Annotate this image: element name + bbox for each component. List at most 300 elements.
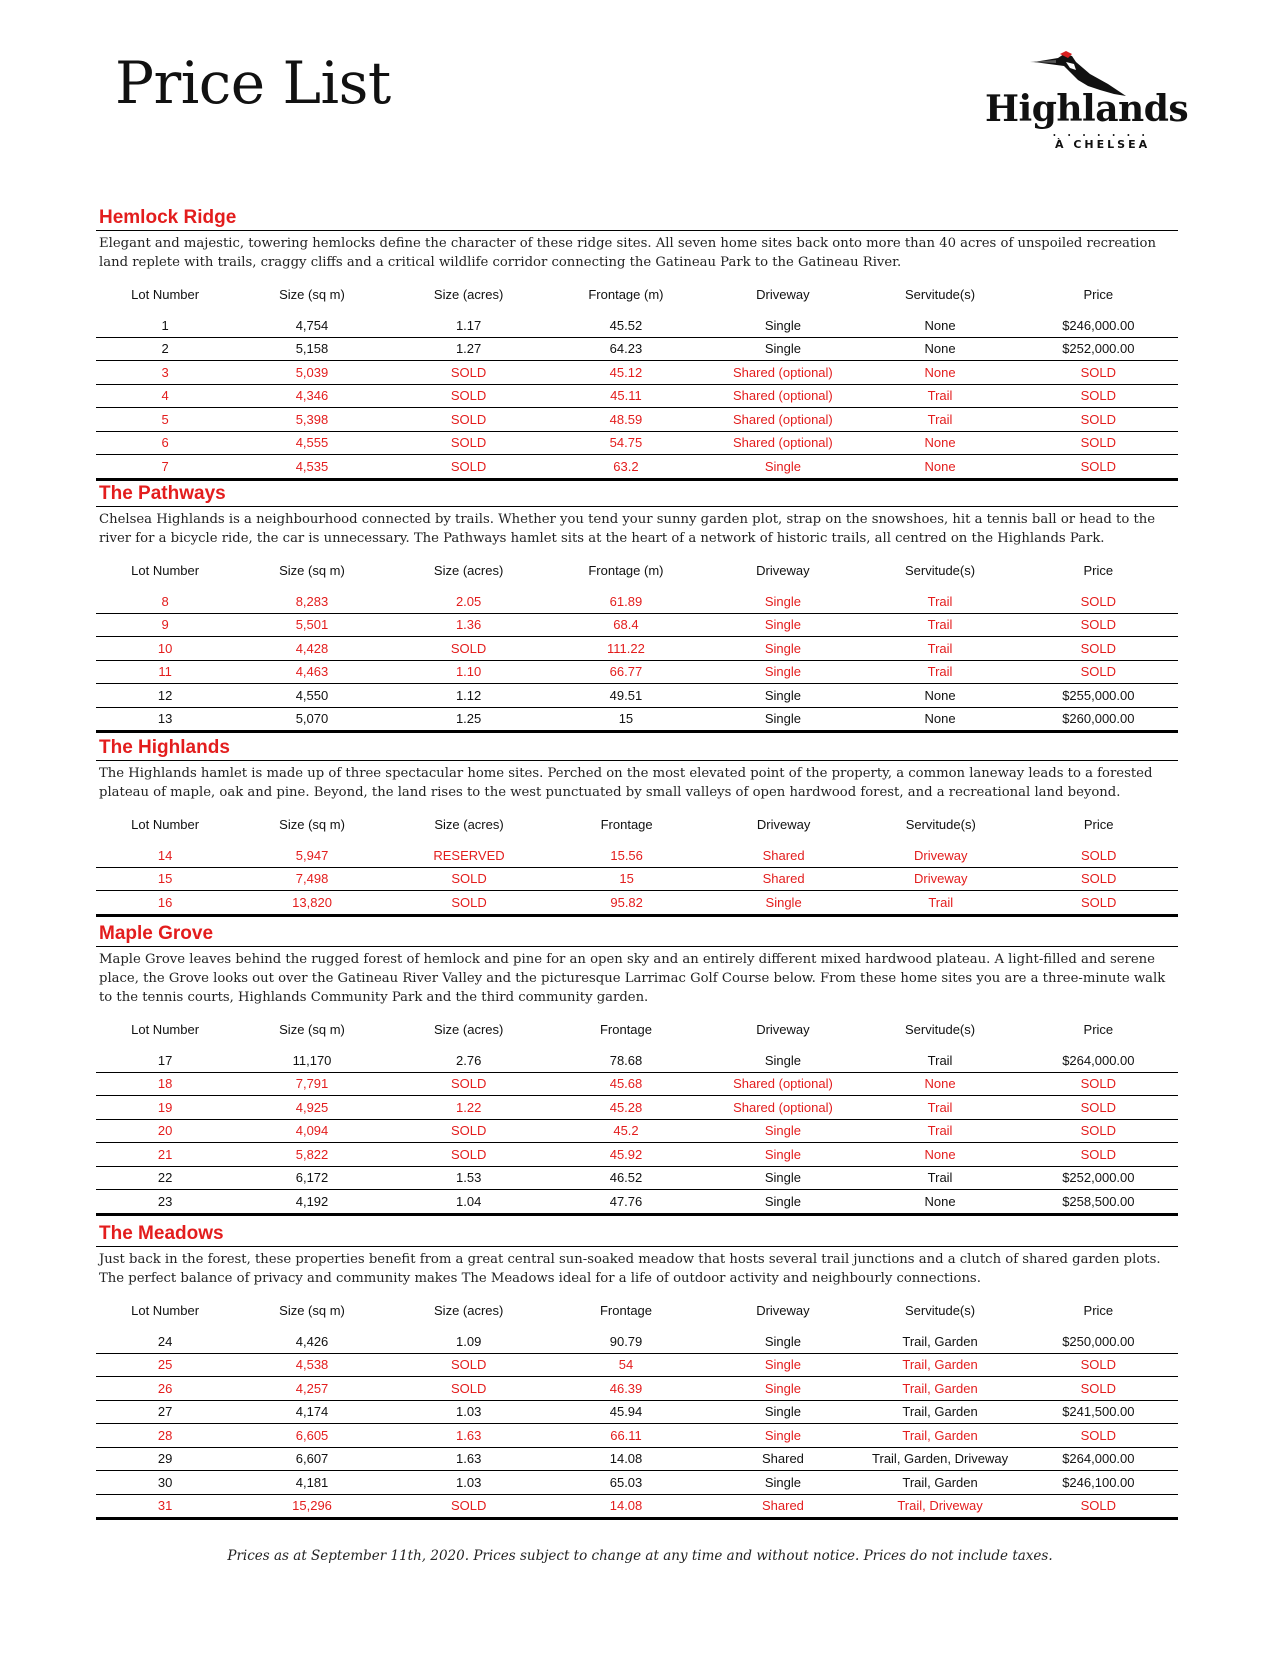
- col-lot-number: Lot Number: [131, 1022, 200, 1037]
- table-row: [96, 408, 1178, 432]
- table-row: [96, 361, 1178, 385]
- cell-servitudes: Trail: [861, 1049, 1018, 1072]
- cell-servitudes: Trail, Garden: [861, 1353, 1018, 1377]
- cell-driveway: Single: [704, 1166, 861, 1190]
- cell-size-sqm: 5,070: [234, 707, 390, 732]
- cell-driveway: Single: [704, 660, 861, 684]
- cell-servitudes: None: [861, 314, 1018, 337]
- section-the-meadows: [96, 1222, 1178, 1520]
- table-row: [96, 660, 1178, 684]
- cell-frontage: 78.68: [548, 1049, 705, 1072]
- cell-frontage: 14.08: [548, 1447, 705, 1471]
- cell-driveway: Single: [704, 1424, 861, 1448]
- cell-frontage: 45.2: [548, 1119, 705, 1143]
- cell-size-sqm: 4,181: [234, 1471, 390, 1495]
- cell-size-acres: SOLD: [390, 637, 548, 661]
- cell-servitudes: Trail, Driveway: [861, 1494, 1018, 1519]
- cell-size-sqm: 4,426: [234, 1330, 390, 1353]
- cell-price: SOLD: [1019, 455, 1178, 480]
- table-row: [96, 1377, 1178, 1401]
- cell-frontage: 48.59: [547, 408, 704, 432]
- cell-size-sqm: 4,257: [234, 1377, 390, 1401]
- cell-driveway: Single: [704, 1330, 861, 1353]
- cell-servitudes: Driveway: [862, 844, 1019, 867]
- cell-frontage: 15.56: [548, 844, 705, 867]
- cell-size-acres: 1.63: [390, 1424, 548, 1448]
- cell-size-acres: 1.04: [390, 1190, 548, 1215]
- col-servitudes: Servitude(s): [904, 563, 976, 578]
- col-price: Price: [1083, 1022, 1114, 1037]
- lot-table: [96, 562, 1178, 733]
- cell-size-sqm: 13,820: [234, 891, 390, 916]
- cell-size-sqm: 4,555: [234, 431, 390, 455]
- cell-driveway: Single: [704, 1353, 861, 1377]
- section-description: Chelsea Highlands is a neighbourhood connected by trails. Whether you tend your sunny garden plot, strap on the snowshoes, hit a tennis ball or head to the river for a bicycle ride, the car is unnecessary. The Pathways hamlet sits at the heart of a network of historic trails, all centred on the Highlands Park.: [99, 512, 1156, 546]
- cell-size-acres: 1.03: [390, 1471, 548, 1495]
- cell-frontage: 49.51: [547, 684, 704, 708]
- footer-disclaimer: Prices as at September 11th, 2020. Prices subject to change at any time and without notice. Prices do not include taxes.: [227, 1548, 1053, 1564]
- cell-price: $246,000.00: [1019, 314, 1178, 337]
- table-row: [96, 337, 1178, 361]
- cell-price: SOLD: [1019, 590, 1178, 613]
- col-servitudes: Servitude(s): [904, 287, 976, 302]
- table-row: [96, 1190, 1178, 1215]
- cell-lot-number: 4: [96, 384, 234, 408]
- cell-servitudes: Trail: [861, 590, 1018, 613]
- col-driveway: Driveway: [756, 1022, 810, 1037]
- cell-size-acres: SOLD: [390, 408, 548, 432]
- section-title: The Pathways: [96, 482, 1178, 507]
- cell-servitudes: Driveway: [862, 867, 1019, 891]
- cell-frontage: 45.11: [547, 384, 704, 408]
- cell-servitudes: Trail, Garden, Driveway: [861, 1447, 1018, 1471]
- cell-frontage: 111.22: [547, 637, 704, 661]
- cell-size-sqm: 6,605: [234, 1424, 390, 1448]
- section-title: The Meadows: [96, 1222, 1178, 1247]
- cell-price: SOLD: [1019, 1143, 1178, 1167]
- col-size-sqm: Size (sq m): [279, 287, 345, 302]
- cell-lot-number: 2: [96, 337, 234, 361]
- cell-lot-number: 27: [96, 1400, 234, 1424]
- cell-price: $264,000.00: [1019, 1049, 1178, 1072]
- cell-frontage: 95.82: [548, 891, 705, 916]
- table-row: [96, 384, 1178, 408]
- cell-size-acres: 2.76: [390, 1049, 548, 1072]
- cell-size-sqm: 7,791: [234, 1072, 390, 1096]
- cell-lot-number: 13: [96, 707, 234, 732]
- cell-lot-number: 8: [96, 590, 234, 613]
- cell-size-sqm: 4,192: [234, 1190, 390, 1215]
- cell-size-sqm: 8,283: [234, 590, 390, 613]
- cell-driveway: Single: [704, 1377, 861, 1401]
- table-row: [96, 1400, 1178, 1424]
- cell-frontage: 47.76: [548, 1190, 705, 1215]
- cell-servitudes: None: [861, 684, 1018, 708]
- cell-size-acres: SOLD: [390, 1072, 548, 1096]
- cell-servitudes: None: [861, 361, 1018, 385]
- section-the-highlands: [96, 736, 1178, 917]
- cell-servitudes: Trail: [861, 660, 1018, 684]
- cell-servitudes: Trail: [861, 1166, 1018, 1190]
- cell-size-acres: 1.36: [390, 613, 548, 637]
- cell-driveway: Shared: [705, 867, 862, 891]
- section-maple-grove: [96, 922, 1178, 1216]
- table-row: [96, 1166, 1178, 1190]
- col-driveway: Driveway: [756, 1303, 810, 1318]
- cell-price: SOLD: [1019, 660, 1178, 684]
- table-row: [96, 1049, 1178, 1072]
- cell-frontage: 68.4: [547, 613, 704, 637]
- cell-driveway: Single: [704, 590, 861, 613]
- table-row: [96, 1424, 1178, 1448]
- logo-subtitle: À CHELSEA: [1055, 138, 1151, 151]
- cell-size-sqm: 5,501: [234, 613, 390, 637]
- cell-frontage: 61.89: [547, 590, 704, 613]
- cell-servitudes: Trail: [861, 408, 1018, 432]
- cell-size-sqm: 5,822: [234, 1143, 390, 1167]
- col-servitudes: Servitude(s): [905, 1022, 976, 1037]
- table-row: [96, 1330, 1178, 1353]
- cell-price: $258,500.00: [1019, 1190, 1178, 1215]
- table-row: [96, 1119, 1178, 1143]
- table-header-row: [96, 562, 1178, 590]
- cell-size-acres: 1.63: [390, 1447, 548, 1471]
- cell-driveway: Shared (optional): [704, 431, 861, 455]
- cell-size-acres: 1.22: [390, 1096, 548, 1120]
- cell-price: SOLD: [1019, 867, 1178, 891]
- table-row: [96, 1072, 1178, 1096]
- col-lot-number: Lot Number: [131, 817, 200, 832]
- section-title: Hemlock Ridge: [96, 206, 1178, 231]
- cell-price: SOLD: [1019, 1424, 1178, 1448]
- cell-lot-number: 10: [96, 637, 234, 661]
- cell-size-acres: 2.05: [390, 590, 548, 613]
- cell-driveway: Shared (optional): [704, 408, 861, 432]
- cell-lot-number: 16: [96, 891, 234, 916]
- cell-size-acres: SOLD: [390, 1143, 548, 1167]
- cell-driveway: Single: [705, 891, 862, 916]
- cell-driveway: Shared (optional): [704, 384, 861, 408]
- table-row: [96, 867, 1178, 891]
- cell-frontage: 45.12: [547, 361, 704, 385]
- cell-price: SOLD: [1019, 431, 1178, 455]
- cell-driveway: Single: [704, 1119, 861, 1143]
- cell-driveway: Single: [704, 637, 861, 661]
- cell-size-acres: 1.10: [390, 660, 548, 684]
- cell-size-sqm: 4,346: [234, 384, 390, 408]
- cell-frontage: 45.68: [548, 1072, 705, 1096]
- cell-frontage: 54.75: [547, 431, 704, 455]
- table-row: [96, 1143, 1178, 1167]
- cell-price: SOLD: [1019, 1353, 1178, 1377]
- cell-frontage: 63.2: [547, 455, 704, 480]
- cell-size-acres: SOLD: [390, 361, 548, 385]
- cell-servitudes: Trail: [861, 1096, 1018, 1120]
- col-lot-number: Lot Number: [131, 1303, 200, 1318]
- col-size-acres: Size (acres): [434, 817, 504, 832]
- col-size-sqm: Size (sq m): [279, 563, 345, 578]
- table-row: [96, 455, 1178, 480]
- col-lot-number: Lot Number: [131, 287, 200, 302]
- col-frontage: Frontage: [600, 817, 653, 832]
- cell-size-sqm: 6,607: [234, 1447, 390, 1471]
- table-header-row: [96, 1302, 1178, 1330]
- cell-driveway: Single: [704, 337, 861, 361]
- section-description: Just back in the forest, these properties benefit from a great central sun-soaked meadow that hosts several trail junctions and a clutch of shared garden plots. The perfect balance of privacy and community makes The Meadows ideal for a life of outdoor activity and neighbourly connections.: [99, 1252, 1161, 1286]
- table-row: [96, 1353, 1178, 1377]
- lot-table: [96, 1021, 1178, 1216]
- cell-size-acres: SOLD: [390, 384, 548, 408]
- cell-size-acres: SOLD: [390, 1377, 548, 1401]
- cell-lot-number: 25: [96, 1353, 234, 1377]
- col-driveway: Driveway: [756, 287, 810, 302]
- cell-lot-number: 18: [96, 1072, 234, 1096]
- lot-table: [96, 816, 1178, 917]
- cell-frontage: 45.94: [548, 1400, 705, 1424]
- cell-driveway: Shared (optional): [704, 1096, 861, 1120]
- cell-size-acres: SOLD: [390, 431, 548, 455]
- cell-servitudes: Trail: [862, 891, 1019, 916]
- cell-size-sqm: 4,550: [234, 684, 390, 708]
- cell-frontage: 15: [548, 867, 705, 891]
- cell-size-acres: RESERVED: [390, 844, 548, 867]
- cell-driveway: Single: [704, 613, 861, 637]
- cell-lot-number: 28: [96, 1424, 234, 1448]
- col-servitudes: Servitude(s): [905, 1303, 976, 1318]
- cell-servitudes: None: [861, 1190, 1018, 1215]
- highlands-logo: [985, 50, 1189, 160]
- cell-lot-number: 30: [96, 1471, 234, 1495]
- table-row: [96, 431, 1178, 455]
- cell-servitudes: Trail, Garden: [861, 1330, 1018, 1353]
- cell-frontage: 46.52: [548, 1166, 705, 1190]
- cell-driveway: Single: [704, 707, 861, 732]
- lot-table: [96, 286, 1178, 481]
- cell-driveway: Shared (optional): [704, 361, 861, 385]
- table-row: [96, 1447, 1178, 1471]
- cell-servitudes: Trail: [861, 384, 1018, 408]
- cell-frontage: 46.39: [548, 1377, 705, 1401]
- cell-frontage: 45.28: [548, 1096, 705, 1120]
- cell-servitudes: None: [861, 337, 1018, 361]
- col-frontage: Frontage (m): [588, 287, 664, 302]
- cell-lot-number: 22: [96, 1166, 234, 1190]
- page-title: Price List: [115, 49, 391, 117]
- cell-size-sqm: 5,158: [234, 337, 390, 361]
- cell-size-sqm: 5,947: [234, 844, 390, 867]
- cell-size-sqm: 4,174: [234, 1400, 390, 1424]
- cell-price: $255,000.00: [1019, 684, 1178, 708]
- cell-price: SOLD: [1019, 1377, 1178, 1401]
- table-row: [96, 844, 1178, 867]
- section-description: The Highlands hamlet is made up of three spectacular home sites. Perched on the most elevated point of the property, a common laneway leads to a forested plateau of maple, oak and pine. Beyond, the land rises to the west punctuated by small valleys of open hardwood forest, and a recreational land beyond.: [99, 766, 1153, 800]
- table-row: [96, 684, 1178, 708]
- cell-lot-number: 14: [96, 844, 234, 867]
- cell-size-sqm: 4,538: [234, 1353, 390, 1377]
- cell-price: SOLD: [1019, 613, 1178, 637]
- table-row: [96, 314, 1178, 337]
- cell-size-acres: 1.03: [390, 1400, 548, 1424]
- cell-lot-number: 7: [96, 455, 234, 480]
- cell-driveway: Single: [704, 1471, 861, 1495]
- cell-servitudes: Trail, Garden: [861, 1471, 1018, 1495]
- cell-size-sqm: 4,754: [234, 314, 390, 337]
- table-row: [96, 891, 1178, 916]
- cell-price: $260,000.00: [1019, 707, 1178, 732]
- cell-servitudes: None: [861, 431, 1018, 455]
- table-row: [96, 613, 1178, 637]
- table-row: [96, 1471, 1178, 1495]
- cell-size-sqm: 6,172: [234, 1166, 390, 1190]
- cell-servitudes: None: [861, 1072, 1018, 1096]
- cell-size-sqm: 5,039: [234, 361, 390, 385]
- table-header-row: [96, 286, 1178, 314]
- cell-size-acres: 1.25: [390, 707, 548, 732]
- col-frontage: Frontage: [599, 1303, 653, 1318]
- cell-servitudes: None: [861, 1143, 1018, 1167]
- cell-lot-number: 21: [96, 1143, 234, 1167]
- cell-size-sqm: 4,094: [234, 1119, 390, 1143]
- cell-lot-number: 19: [96, 1096, 234, 1120]
- cell-size-acres: SOLD: [390, 1494, 548, 1519]
- cell-driveway: Single: [704, 1049, 861, 1072]
- col-driveway: Driveway: [756, 817, 811, 832]
- cell-lot-number: 11: [96, 660, 234, 684]
- cell-price: $246,100.00: [1019, 1471, 1178, 1495]
- cell-lot-number: 29: [96, 1447, 234, 1471]
- col-frontage: Frontage: [599, 1022, 653, 1037]
- cell-size-acres: 1.12: [390, 684, 548, 708]
- cell-price: SOLD: [1019, 1096, 1178, 1120]
- cell-frontage: 65.03: [548, 1471, 705, 1495]
- lot-table: [96, 1302, 1178, 1520]
- cell-servitudes: Trail: [861, 1119, 1018, 1143]
- cell-servitudes: Trail: [861, 613, 1018, 637]
- cell-driveway: Shared: [704, 1447, 861, 1471]
- table-row: [96, 707, 1178, 732]
- cell-size-acres: SOLD: [390, 891, 548, 916]
- section-title: The Highlands: [96, 736, 1178, 761]
- cell-driveway: Single: [704, 455, 861, 480]
- cell-size-sqm: 11,170: [234, 1049, 390, 1072]
- table-header-row: [96, 1021, 1178, 1049]
- cell-lot-number: 31: [96, 1494, 234, 1519]
- cell-size-sqm: 4,463: [234, 660, 390, 684]
- col-price: Price: [1083, 563, 1114, 578]
- col-size-acres: Size (acres): [433, 287, 504, 302]
- table-row: [96, 637, 1178, 661]
- col-size-acres: Size (acres): [433, 563, 504, 578]
- cell-price: $264,000.00: [1019, 1447, 1178, 1471]
- logo-dots: • • • • • • •: [1053, 131, 1150, 140]
- cell-driveway: Shared (optional): [704, 1072, 861, 1096]
- cell-price: SOLD: [1019, 1119, 1178, 1143]
- cell-price: SOLD: [1019, 384, 1178, 408]
- cell-lot-number: 5: [96, 408, 234, 432]
- logo-wordmark: Highlands: [985, 88, 1189, 130]
- cell-size-acres: 1.27: [390, 337, 548, 361]
- cell-driveway: Single: [704, 1400, 861, 1424]
- cell-lot-number: 15: [96, 867, 234, 891]
- cell-frontage: 54: [548, 1353, 705, 1377]
- section-description: Maple Grove leaves behind the rugged forest of hemlock and pine for an open sky and an entirely different mixed hardwood plateau. A light-filled and serene place, the Grove looks out over the Gatineau River Valley and the picturesque Larrimac Golf Course below. From these home sites you are a three-minute walk to the tennis courts, Highlands Community Park and the third community garden.: [99, 952, 1166, 1005]
- cell-size-sqm: 4,925: [234, 1096, 390, 1120]
- cell-servitudes: Trail, Garden: [861, 1400, 1018, 1424]
- cell-size-acres: 1.09: [390, 1330, 548, 1353]
- cell-size-acres: 1.53: [390, 1166, 548, 1190]
- cell-driveway: Single: [704, 1143, 861, 1167]
- table-row: [96, 1494, 1178, 1519]
- cell-lot-number: 20: [96, 1119, 234, 1143]
- cell-frontage: 45.92: [548, 1143, 705, 1167]
- cell-driveway: Shared: [704, 1494, 861, 1519]
- cell-servitudes: None: [861, 455, 1018, 480]
- table-header-row: [96, 816, 1178, 844]
- cell-servitudes: Trail: [861, 637, 1018, 661]
- cell-size-acres: SOLD: [390, 455, 548, 480]
- cell-size-sqm: 15,296: [234, 1494, 390, 1519]
- cell-frontage: 15: [547, 707, 704, 732]
- cell-servitudes: Trail, Garden: [861, 1424, 1018, 1448]
- cell-price: SOLD: [1019, 844, 1178, 867]
- cell-size-sqm: 5,398: [234, 408, 390, 432]
- cell-driveway: Shared: [705, 844, 862, 867]
- cell-frontage: 14.08: [548, 1494, 705, 1519]
- cell-driveway: Single: [704, 1190, 861, 1215]
- cell-price: SOLD: [1019, 361, 1178, 385]
- col-size-sqm: Size (sq m): [279, 1303, 345, 1318]
- table-row: [96, 1096, 1178, 1120]
- cell-frontage: 45.52: [547, 314, 704, 337]
- cell-lot-number: 1: [96, 314, 234, 337]
- cell-lot-number: 12: [96, 684, 234, 708]
- cell-size-acres: SOLD: [390, 867, 548, 891]
- cell-driveway: Single: [704, 684, 861, 708]
- cell-driveway: Single: [704, 314, 861, 337]
- cell-price: $250,000.00: [1019, 1330, 1178, 1353]
- cell-size-acres: 1.17: [390, 314, 548, 337]
- section-hemlock-ridge: [96, 206, 1178, 481]
- section-description: Elegant and majestic, towering hemlocks define the character of these ridge sites. All seven home sites back onto more than 40 acres of unspoiled recreation land replete with trails, craggy cliffs and a critical wildlife corridor connecting the Gatineau Park to the Gatineau River.: [99, 236, 1156, 270]
- col-size-sqm: Size (sq m): [279, 1022, 345, 1037]
- cell-size-sqm: 4,428: [234, 637, 390, 661]
- cell-lot-number: 26: [96, 1377, 234, 1401]
- table-row: [96, 590, 1178, 613]
- cell-size-sqm: 7,498: [234, 867, 390, 891]
- col-price: Price: [1083, 287, 1114, 302]
- cell-lot-number: 6: [96, 431, 234, 455]
- col-frontage: Frontage (m): [588, 563, 664, 578]
- cell-size-sqm: 4,535: [234, 455, 390, 480]
- col-price: Price: [1083, 1303, 1114, 1318]
- cell-size-acres: SOLD: [390, 1353, 548, 1377]
- cell-price: SOLD: [1019, 891, 1178, 916]
- col-servitudes: Servitude(s): [905, 817, 976, 832]
- col-size-sqm: Size (sq m): [279, 817, 345, 832]
- cell-lot-number: 24: [96, 1330, 234, 1353]
- cell-price: $241,500.00: [1019, 1400, 1178, 1424]
- col-size-acres: Size (acres): [434, 1022, 504, 1037]
- cell-lot-number: 17: [96, 1049, 234, 1072]
- cell-frontage: 66.77: [547, 660, 704, 684]
- cell-frontage: 64.23: [547, 337, 704, 361]
- section-the-pathways: [96, 482, 1178, 733]
- section-title: Maple Grove: [96, 922, 1178, 947]
- cell-price: SOLD: [1019, 408, 1178, 432]
- col-price: Price: [1083, 817, 1114, 832]
- cell-servitudes: Trail, Garden: [861, 1377, 1018, 1401]
- cell-servitudes: None: [861, 707, 1018, 732]
